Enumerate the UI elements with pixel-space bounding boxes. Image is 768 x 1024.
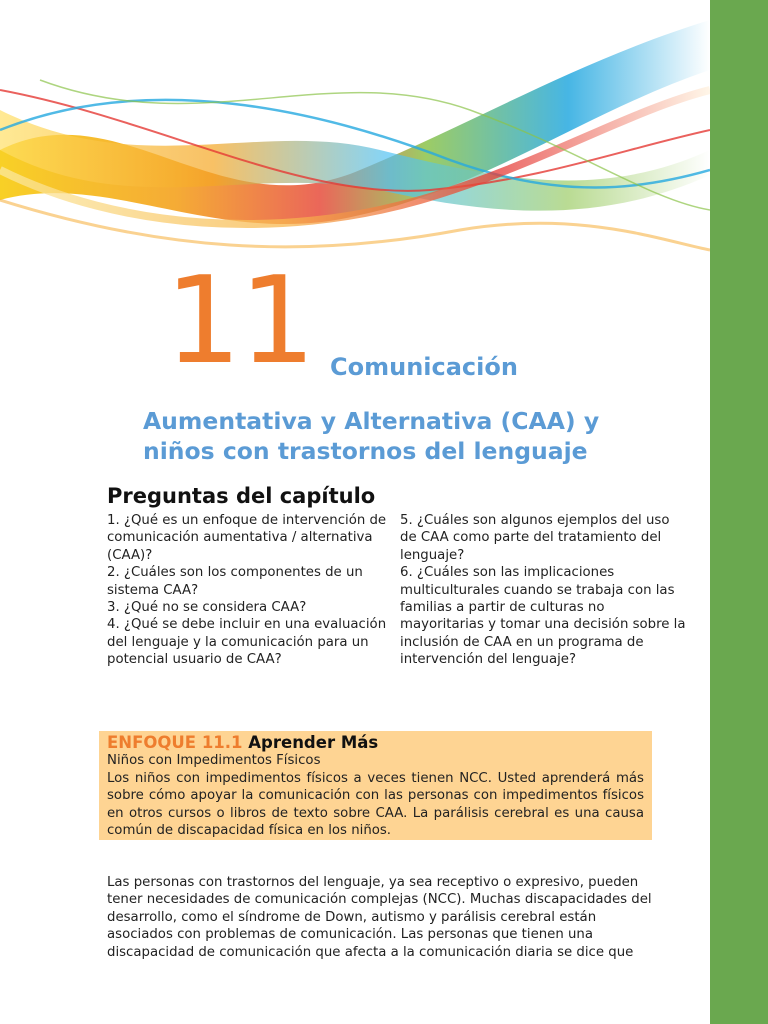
focus-name: Aprender Más — [248, 733, 379, 752]
body-paragraph: Las personas con trastornos del lenguaje, ya sea receptivo o expresivo, pueden tener necesidades de comunicación complejas (NCC). Muchas discapacidades del desarrollo, como el síndrome de Down, autismo y parálisis cerebral están asociados con problemas de comunicación. Las personas que tienen una discapacidad de comunicación que afecta a la comunicación diaria se dice que — [107, 875, 652, 960]
chapter-number: 11 — [165, 252, 314, 391]
decorative-wave-banner — [0, 0, 710, 280]
chapter-title-inline: Comunicación — [330, 353, 518, 381]
focus-body: Los niños con impedimentos físicos a veces tienen NCC. Usted aprenderá más sobre cómo apoyar la comunicación con las personas con impedimentos físicos en otros cursos o libros de texto sobre CAA. La parálisis cerebral es una causa común de discapacidad física en los niños. — [107, 771, 644, 839]
question-item: 4. ¿Qué se debe incluir en una evaluación del lenguaje y la comunicación para un potencial usuario de CAA? — [107, 617, 387, 668]
focus-box — [99, 731, 652, 840]
questions-column-right — [400, 512, 688, 669]
focus-label: ENFOQUE 11.1 — [107, 733, 243, 752]
question-item: 1. ¿Qué es un enfoque de intervención de comunicación aumentativa / alternativa (CAA)? — [107, 513, 387, 563]
questions-heading: Preguntas del capítulo — [107, 484, 376, 508]
focus-title — [107, 733, 378, 752]
question-item: 2. ¿Cuáles son los componentes de un sistema CAA? — [107, 565, 363, 598]
questions-column-left — [107, 512, 395, 669]
question-item: 6. ¿Cuáles son las implicaciones multiculturales cuando se trabaja con las familias a partir de culturas no mayoritarias y tomar una decisión sobre la inclusión de CAA en un programa de intervención del lenguaje? — [400, 565, 686, 668]
side-color-bar — [710, 0, 768, 1024]
question-item: 5. ¿Cuáles son algunos ejemplos del uso de CAA como parte del tratamiento del lenguaje? — [400, 513, 670, 563]
question-item: 3. ¿Qué no se considera CAA? — [107, 600, 307, 616]
chapter-title-main: Aumentativa y Alternativa (CAA) y niños con trastornos del lenguaje — [143, 407, 600, 465]
focus-subtitle: Niños con Impedimentos Físicos — [107, 753, 321, 768]
